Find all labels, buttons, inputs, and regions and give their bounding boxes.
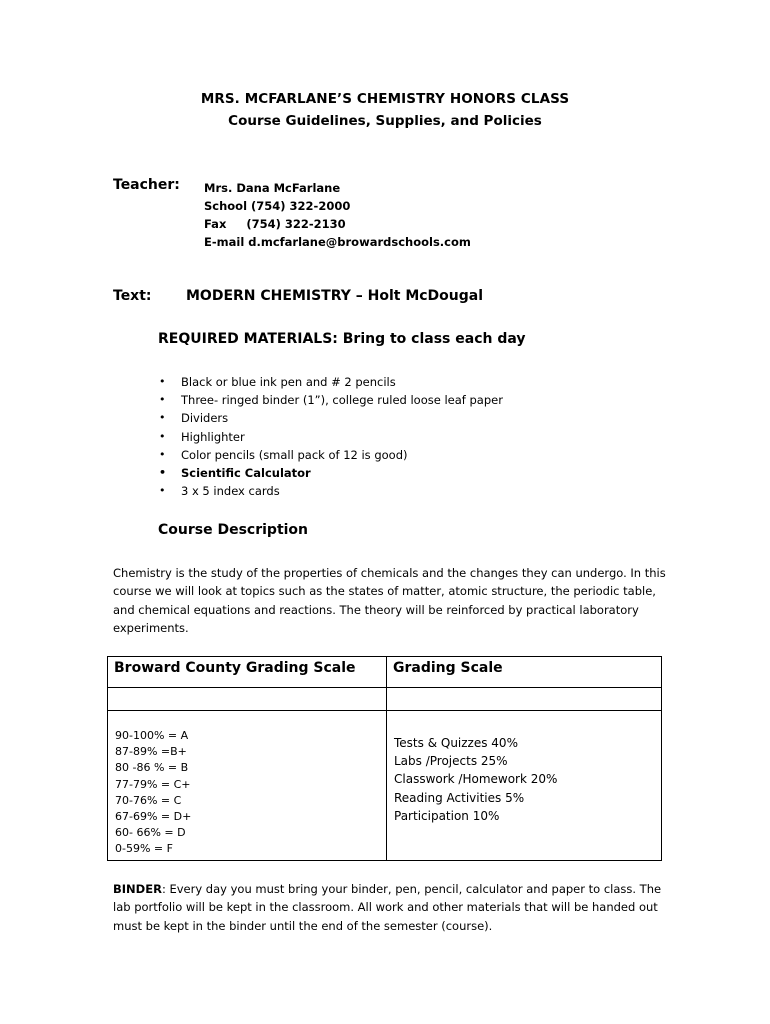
binder-text: : Every day you must bring your binder, pen, pencil, calculator and paper to class. The lab portfolio will be kept in the classroom. All work and other materials that will be handed out must be kept in the binder until the end of the semester (course).: [113, 882, 662, 933]
grading-table: [107, 656, 662, 861]
binder-label: BINDER: [113, 882, 162, 896]
list-item: • Color pencils (small pack of 12 is good): [158, 446, 503, 464]
table-row: [108, 711, 662, 861]
list-item: 0-59% = F: [115, 842, 173, 856]
list-item: • Highlighter: [158, 428, 503, 446]
required-materials-heading: REQUIRED MATERIALS: Bring to class each day: [158, 331, 526, 347]
teacher-contact-block: [204, 179, 471, 251]
table-row: [108, 688, 662, 711]
list-item: 70-76% = C: [115, 793, 182, 807]
table-cell: [108, 688, 387, 711]
table-cell: [387, 688, 662, 711]
document-subtitle: Course Guidelines, Supplies, and Policies: [228, 113, 542, 129]
list-item: • Scientific Calculator: [158, 464, 503, 482]
teacher-school-phone: School (754) 322-2000: [204, 199, 351, 213]
list-item: • Three- ringed binder (1”), college ruled loose leaf paper: [158, 391, 503, 409]
list-item: • 3 x 5 index cards: [158, 482, 503, 500]
list-item: Tests & Quizzes 40%: [394, 736, 518, 750]
table-header-row: [108, 657, 662, 688]
list-item: 67-69% = D+: [115, 810, 192, 824]
list-item: 60- 66% = D: [115, 826, 186, 840]
list-item: Labs /Projects 25%: [394, 754, 508, 769]
teacher-email: E-mail d.mcfarlane@browardschools.com: [204, 235, 471, 249]
list-item: 90-100% = A: [115, 729, 189, 742]
list-item: Classwork /Homework 20%: [394, 772, 558, 787]
teacher-label: Teacher:: [113, 177, 180, 193]
grading-scale-header: Grading Scale: [387, 657, 662, 688]
list-item: • Black or blue ink pen and # 2 pencils: [158, 373, 503, 391]
broward-scale-list: [109, 712, 385, 858]
teacher-name: Mrs. Dana McFarlane: [204, 181, 341, 195]
course-description-text: Chemistry is the study of the properties of chemicals and the changes they can undergo. In this course we will look at topics such as the states of matter, atomic structure, the periodic table, and chemical equations and reactions. The theory will be reinforced by practical laboratory experiments.: [113, 566, 666, 636]
binder-paragraph: [113, 880, 668, 935]
list-item: 77-79% = C+: [115, 777, 191, 791]
list-item: 80 -86 % = B: [115, 761, 189, 775]
list-item: • Dividers: [158, 409, 503, 427]
table-cell: [387, 711, 662, 861]
teacher-fax: Fax (754) 322-2130: [204, 217, 346, 231]
broward-scale-header: Broward County Grading Scale: [108, 657, 387, 688]
materials-list: [158, 373, 503, 500]
textbook-title: MODERN CHEMISTRY – Holt McDougal: [186, 288, 484, 304]
text-label: Text:: [113, 288, 152, 304]
course-description-heading: Course Description: [158, 522, 309, 538]
grade-weights-list: [388, 712, 660, 825]
list-item: Reading Activities 5%: [394, 790, 525, 805]
list-item: 87-89% =B+: [115, 745, 187, 759]
table-cell: [108, 711, 387, 861]
list-item: Participation 10%: [394, 808, 500, 823]
document-title: MRS. MCFARLANE’S CHEMISTRY HONORS CLASS: [200, 91, 570, 107]
